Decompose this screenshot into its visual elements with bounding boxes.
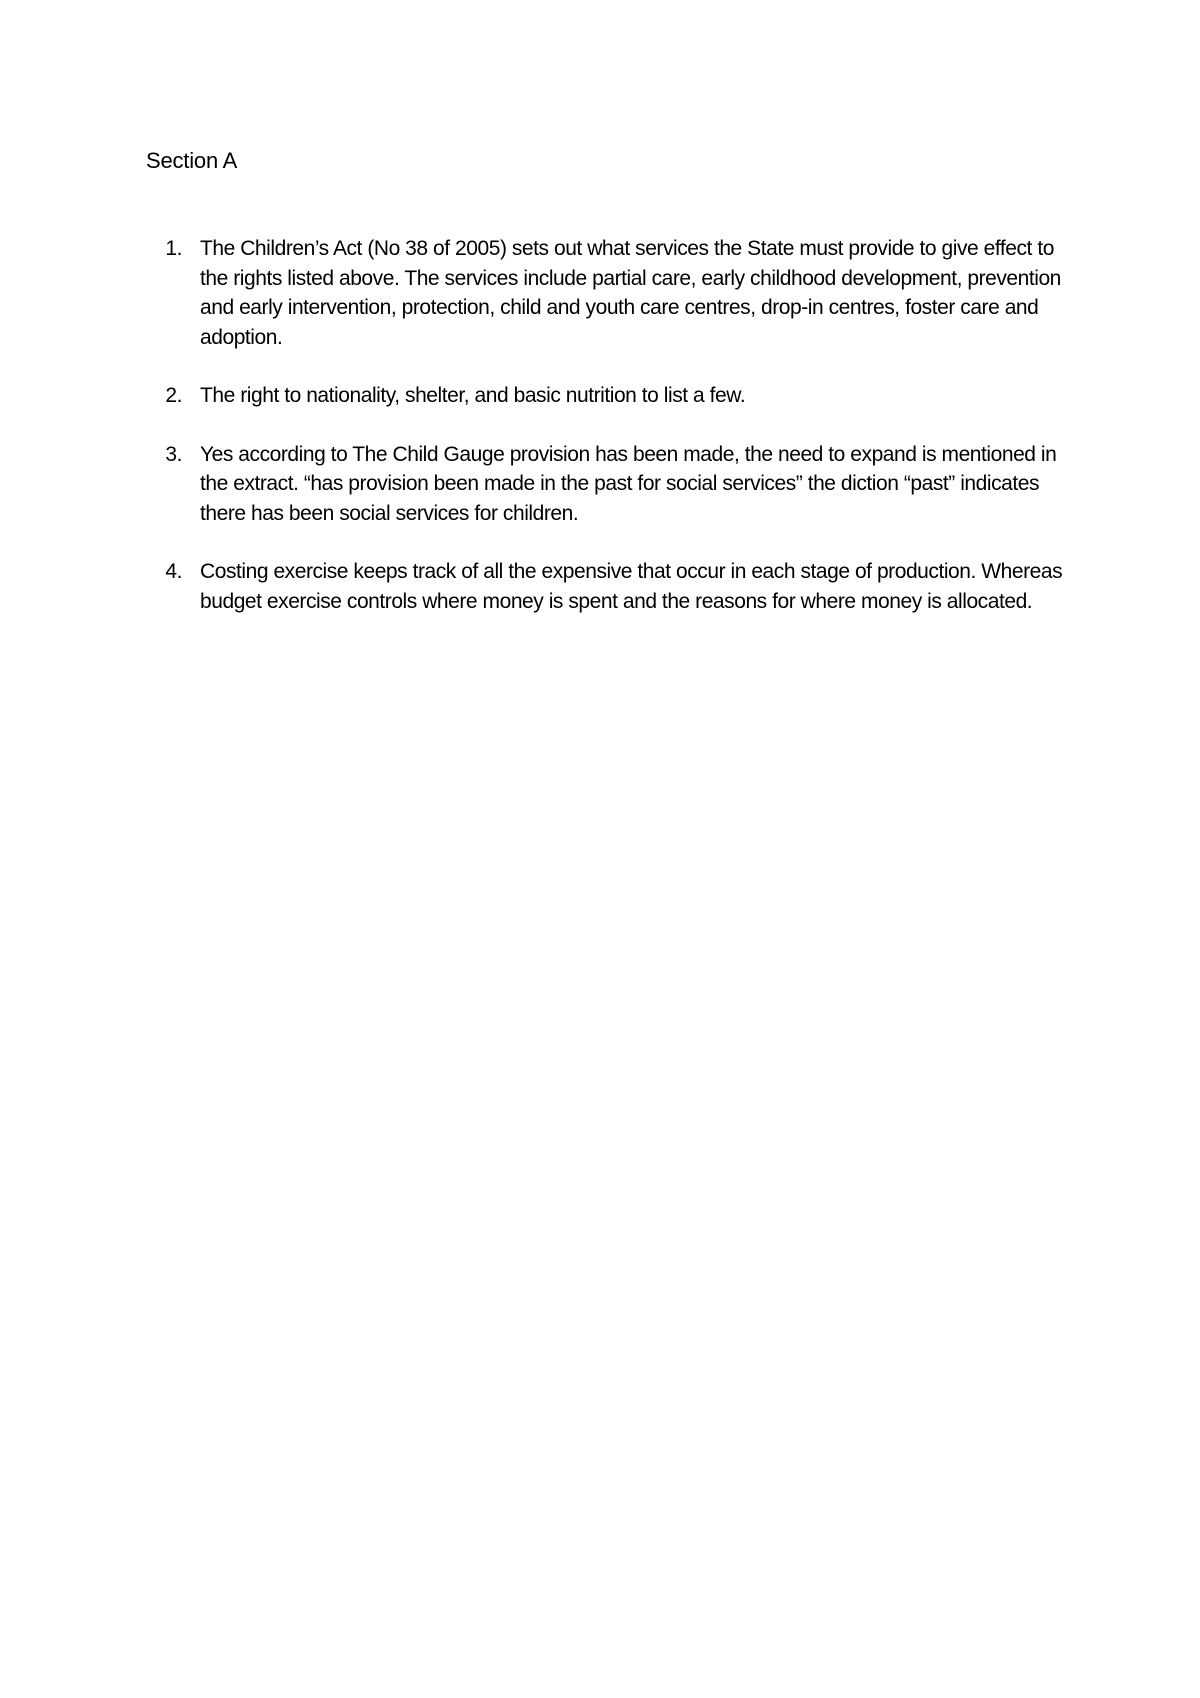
answer-text: Costing exercise keeps track of all the expensive that occur in each stage of production. Whereas budget exercise controls where money is spent and the reasons for where money is allocated.	[200, 560, 1063, 613]
answer-list	[146, 234, 1086, 645]
answer-number: 4.	[165, 560, 182, 583]
answer-text: Yes according to The Child Gauge provision has been made, the need to expand is mentioned in the extract. “has provision been made in the past for social services” the diction “past” indicates there has been social services for children.	[200, 442, 1057, 525]
answer-item-1	[146, 234, 1086, 352]
answer-item-4	[146, 557, 1086, 616]
answer-item-3	[146, 440, 1086, 529]
answer-item-2	[146, 381, 1086, 411]
answer-number: 1.	[165, 237, 182, 260]
answer-number: 3.	[165, 442, 182, 466]
answer-text: The right to nationality, shelter, and basic nutrition to list a few.	[200, 384, 746, 407]
answer-number: 2.	[165, 384, 182, 407]
answer-text: The Children’s Act (No 38 of 2005) sets out what services the State must provide to give effect to the rights listed above. The services include partial care, early childhood development, prevention and early intervention, protection, child and youth care centres, drop-in centres, foster care and adoption.	[200, 237, 1061, 349]
section-heading: Section A	[146, 148, 238, 173]
